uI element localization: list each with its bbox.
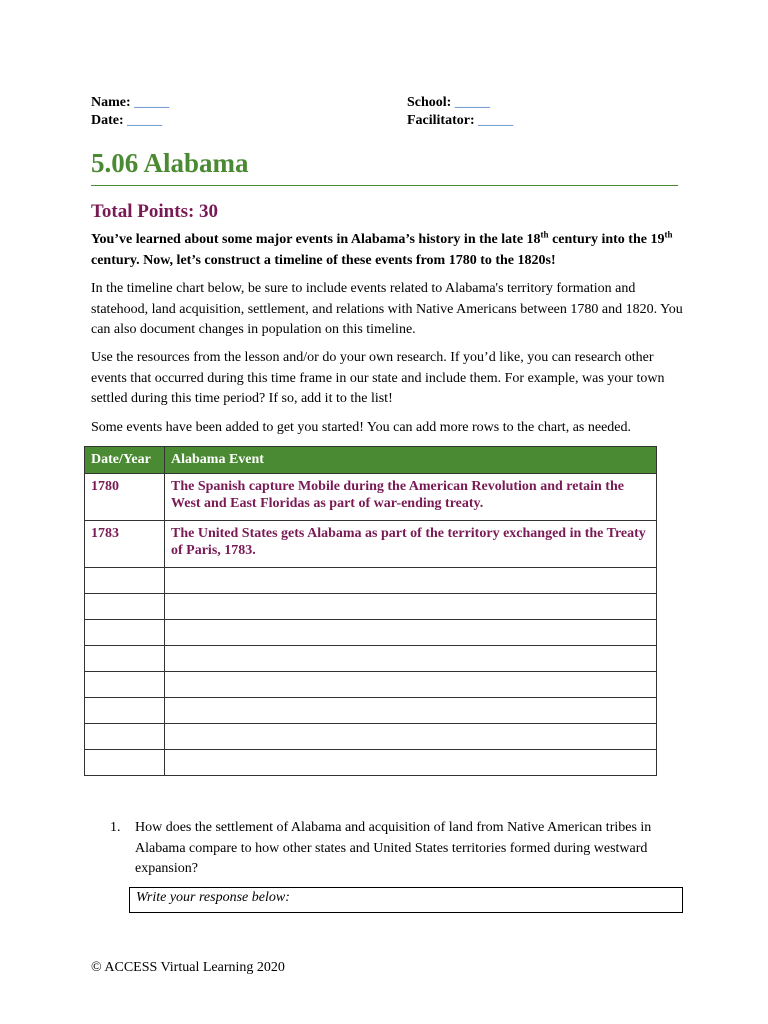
year-cell[interactable]: 1780 — [85, 474, 165, 521]
table-row — [85, 646, 657, 672]
facilitator-label: Facilitator: — [407, 113, 475, 128]
facilitator-blank[interactable]: _____ — [478, 113, 514, 128]
event-cell[interactable] — [165, 568, 657, 594]
year-cell[interactable] — [85, 724, 165, 750]
date-field — [91, 112, 162, 130]
title-divider — [91, 185, 678, 186]
event-cell[interactable] — [165, 672, 657, 698]
event-cell[interactable]: The Spanish capture Mobile during the American Revolution and retain the West and East Floridas as part of war-ending treaty. — [165, 474, 657, 521]
response-box[interactable] — [129, 887, 683, 913]
instructions-paragraph-3: Some events have been added to get you started! You can add more rows to the chart, as needed. — [91, 420, 632, 435]
table-row — [85, 724, 657, 750]
question-list — [110, 818, 700, 880]
school-field — [407, 94, 490, 112]
event-cell[interactable] — [165, 620, 657, 646]
question-number: 1. — [110, 820, 121, 835]
table-row — [85, 698, 657, 724]
instructions-paragraph-2: Use the resources from the lesson and/or do your own research. If you’d like, you can research other events that occurred during this time frame in our state and include them. For example, was your town settled during this time period? If so, add it to the list! — [91, 350, 665, 406]
page-title: 5.06 Alabama — [91, 148, 249, 178]
column-header-date-year: Date/Year — [85, 447, 165, 474]
event-cell[interactable]: The United States gets Alabama as part of the territory exchanged in the Treaty of Paris, 1783. — [165, 521, 657, 568]
date-label: Date: — [91, 113, 124, 128]
table-row — [85, 568, 657, 594]
copyright-footer: © ACCESS Virtual Learning 2020 — [91, 960, 285, 975]
year-cell[interactable] — [85, 698, 165, 724]
school-blank[interactable]: _____ — [454, 95, 490, 110]
table-row — [85, 620, 657, 646]
year-cell[interactable] — [85, 750, 165, 776]
table-row — [85, 474, 657, 521]
event-cell[interactable] — [165, 698, 657, 724]
intro-paragraph — [91, 230, 691, 271]
table-row — [85, 594, 657, 620]
event-cell[interactable] — [165, 750, 657, 776]
name-label: Name: — [91, 95, 131, 110]
column-header-alabama-event: Alabama Event — [165, 447, 657, 474]
response-label: Write your response below: — [136, 890, 290, 905]
year-cell[interactable] — [85, 594, 165, 620]
intro-text-c: century. Now, let’s construct a timeline of these events from 1780 to the 1820s! — [91, 252, 556, 268]
event-cell[interactable] — [165, 724, 657, 750]
question-text: How does the settlement of Alabama and acquisition of land from Native American tribes in Alabama compare to how other states and United States territories formed during westward expansion? — [135, 820, 652, 876]
event-cell[interactable] — [165, 646, 657, 672]
event-cell[interactable] — [165, 594, 657, 620]
intro-sup-1: th — [540, 229, 549, 240]
year-cell[interactable] — [85, 568, 165, 594]
year-cell[interactable] — [85, 620, 165, 646]
instructions-paragraph-1: In the timeline chart below, be sure to include events related to Alabama's territory formation and statehood, land acquisition, settlement, and relations with Native Americans between 1780 and 1820. You can also document changes in population on this timeline. — [91, 281, 683, 337]
year-cell[interactable]: 1783 — [85, 521, 165, 568]
intro-text-a: You’ve learned about some major events in Alabama’s history in the late 18 — [91, 232, 541, 247]
table-row — [85, 672, 657, 698]
date-blank[interactable]: _____ — [127, 113, 163, 128]
intro-text-b: century into the 19 — [548, 232, 665, 247]
school-label: School: — [407, 95, 452, 110]
year-cell[interactable] — [85, 672, 165, 698]
intro-sup-2: th — [664, 229, 673, 240]
year-cell[interactable] — [85, 646, 165, 672]
facilitator-field — [407, 112, 513, 130]
table-header-row — [85, 447, 657, 474]
timeline-table — [84, 446, 657, 776]
table-row — [85, 750, 657, 776]
name-field — [91, 94, 169, 112]
name-blank[interactable]: _____ — [134, 95, 170, 110]
question-item — [110, 818, 700, 880]
table-row — [85, 521, 657, 568]
total-points: Total Points: 30 — [91, 201, 219, 222]
